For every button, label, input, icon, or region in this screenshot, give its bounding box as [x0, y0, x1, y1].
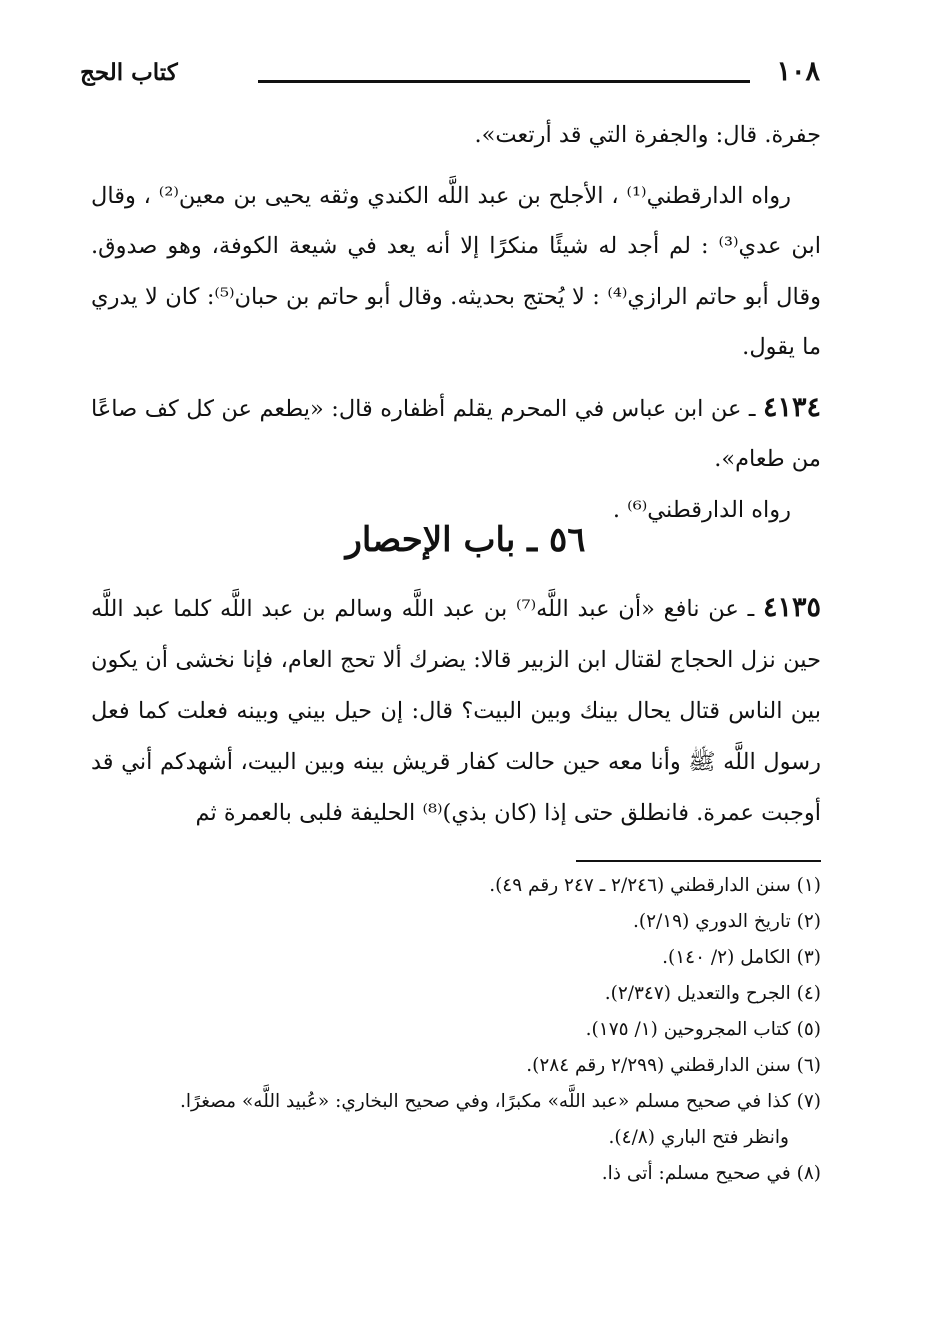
footnote-item: (٢) تاريخ الدوري (٢/١٩). [632, 911, 821, 932]
footnote-item: (٦) سنن الدارقطني (٢/٢٩٩ رقم ٢٨٤). [526, 1055, 821, 1076]
hadith-text: ـ عن نافع «أن عبد اللَّه⁽⁷⁾ بن عبد اللَّه وسالم بن عبد اللَّه كلما عبد اللَّه حين نزل الحجاج لقتال ابن الزبير قالا: يضرك ألا تحج العام، فإنا نخشى أن يكون بين الناس قتال يحال بينك وبين البيت؟ قال: إن حيل بيني وبينه فعلت كما فعل رسول اللَّه ﷺ وأنا معه حين حالت كفار قريش بينه وبين البيت، أشهدكم أني قد أوجبت عمرة. فانطلق حتى إذا (كان بذي)⁽⁸⁾ الحليفة فلبى بالعمرة ثم [91, 596, 821, 826]
footnote-item: (٧) كذا في صحيح مسلم «عبد اللَّه» مكبرًا، وفي صحيح البخاري: «عُبيد اللَّه» مصغرًا. [179, 1091, 821, 1112]
hadith-4135 [91, 582, 821, 839]
footnotes [91, 868, 821, 1192]
header-rule [258, 80, 750, 83]
footnote-item: (٤) الجرح والتعديل (٢/٣٤٧). [604, 983, 821, 1004]
book-title: كتاب الحج [80, 59, 178, 86]
footnote-rule [576, 860, 821, 862]
footnote-item: (٨) في صحيح مسلم: أتى ذا. [601, 1163, 821, 1184]
hadith-source: رواه الدارقطني⁽⁶⁾ . [612, 496, 791, 523]
footnote-item-continuation: وانظر فتح الباري (٤/٨). [608, 1127, 789, 1148]
hadith-number: ٤١٣٤ [763, 391, 822, 423]
footnote-item: (١) سنن الدارقطني (٢/٢٤٦ ـ ٢٤٧ رقم ٤٩). [489, 875, 821, 896]
page-number: ١٠٨ [776, 56, 820, 87]
body-text-top [91, 110, 821, 535]
paragraph-continuation: جفرة. قال: والجفرة التي قد أرتعت». [474, 122, 821, 148]
hadith-4134 [91, 383, 821, 485]
body-text-bottom [91, 582, 821, 839]
footnote-item: (٥) كتاب المجروحين (١/ ١٧٥). [585, 1019, 821, 1040]
chapter-heading: ٥٦ ـ باب الإحصار [345, 520, 586, 560]
running-header [80, 56, 820, 100]
hadith-text: ـ عن ابن عباس في المحرم يقلم أظفاره قال: «يطعم عن كل كف صاعًا من طعام». [91, 395, 821, 472]
paragraph-narrators: رواه الدارقطني⁽¹⁾ ، الأجلح بن عبد اللَّه الكندي وثقه يحيى بن معين⁽²⁾ ، وقال ابن عدي⁽³⁾ : لم أجد له شيئًا منكرًا إلا أنه يعد في شيعة الكوفة، وهو صدوق. وقال أبو حاتم الرازي⁽⁴⁾ : لا يُحتج بحديثه. وقال أبو حاتم بن حبان⁽⁵⁾: كان لا يدري ما يقول. [91, 182, 821, 360]
hadith-number: ٤١٣٥ [763, 592, 822, 623]
footnote-item: (٣) الكامل (٢/ ١٤٠). [662, 947, 821, 968]
